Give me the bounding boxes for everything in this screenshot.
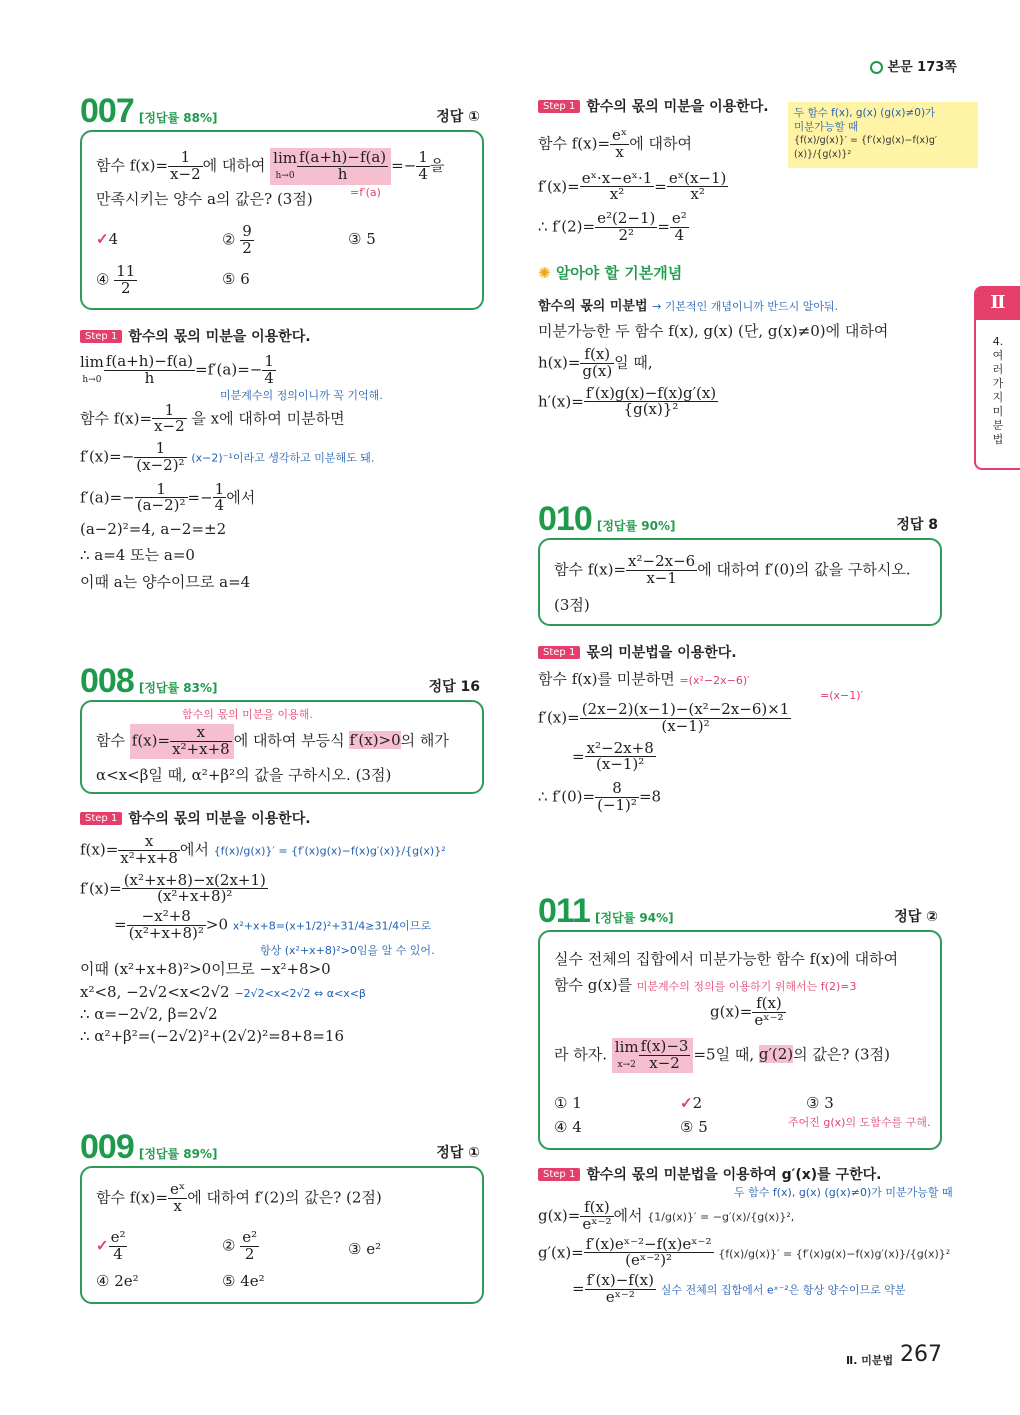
question-line-1: 함수 f(x)= $\frac{1}{x-2}$ 에 대하여 lim h→0 $\frac{f(a+h)-f(a)}{h}$ =− $\frac{1}{4}$ 을 xyxy=(96,148,445,183)
choice-1: ✓4 xyxy=(96,230,119,248)
choice-5: ⑤ 6 xyxy=(222,270,250,288)
accuracy-rate: [정답률 83%] xyxy=(138,681,218,695)
choice-3: ③ 3 xyxy=(806,1094,834,1112)
accuracy-rate: [정답률 88%] xyxy=(138,111,218,125)
answer-label: 정답 ① xyxy=(436,109,480,125)
solution-011 xyxy=(538,1164,958,1306)
note: 두 함수 f(x), g(x) (g(x)≠0)가 미분가능할 때 xyxy=(734,1186,953,1199)
step-header: Step 1 함수의 몫의 미분을 이용한다. xyxy=(80,808,500,828)
solution-line: 이때 (x²+x+8)²>0이므로 −x²+8>0 xyxy=(80,959,331,978)
question-line: 실수 전체의 집합에서 미분가능한 함수 f(x)에 대하여 xyxy=(554,950,899,968)
concept-section xyxy=(538,262,938,418)
problem-number: 007 xyxy=(80,92,134,130)
problem-007-header xyxy=(80,92,480,131)
solution-line: 함수 f(x)= $\frac{1}{x-2}$ 을 x에 대하여 미분하면 xyxy=(80,400,345,436)
note: =(x−1)′ xyxy=(820,689,864,702)
solution-line: f′(a)=− $\frac{1}{\text{(a−2)²}}$ =− $\frac{1}{4}$ 에서 xyxy=(80,479,256,515)
solution-line: = $\frac{\text{x²−2x+8}}{\text{(x−1)²}}$ xyxy=(572,738,654,774)
answer-label: 정답 ② xyxy=(894,909,938,925)
choice-4: ④ $\frac{11}{2}$ xyxy=(96,262,136,297)
solution-010 xyxy=(538,642,938,814)
formula-note-box: 두 함수 f(x), g(x) (g(x)≠0)가 미분가능할 때 {f(x)/g(x)}′ = {f′(x)g(x)−f(x)g′(x)}/{g(x)}² xyxy=(788,102,978,168)
solution-line: f′(x)= $\frac{\text{(x²+x+8)−x(2x+1)}}{\text{(x²+x+8)²}}$ xyxy=(80,870,266,906)
solution-line: ∴ a=4 또는 a=0 xyxy=(80,546,195,564)
lightbulb-icon: ✺ xyxy=(538,264,551,282)
solution-line: ∴ α²+β²=(−2√2)²+(2√2)²=8+8=16 xyxy=(80,1026,345,1045)
accuracy-rate: [정답률 90%] xyxy=(596,519,676,533)
choice-2: ② $\frac{9}{2}$ xyxy=(222,222,252,257)
note: 항상 (x²+x+8)²>0임을 알 수 있어. xyxy=(260,943,435,957)
step-header: Step 1 함수의 몫의 미분을 이용한다. xyxy=(538,96,788,116)
solution-line: f′(x)=− $\frac{1}{\text{(x−2)²}}$ (x−2)⁻¹이라고 생각하고 미분해도 돼. xyxy=(80,439,375,474)
solution-line: ∴ α=−2√2, β=2√2 xyxy=(80,1004,218,1023)
answer-label: 정답 ① xyxy=(436,1145,480,1161)
page-number: 267 xyxy=(900,1342,942,1367)
step-header: Step 1 몫의 미분법을 이용한다. xyxy=(538,642,938,662)
question-line: (3점) xyxy=(554,596,590,614)
problem-011-box xyxy=(538,930,942,1150)
page-reference: 본문 173쪽 xyxy=(870,56,957,75)
problem-number: 011 xyxy=(538,892,590,930)
solution-009 xyxy=(538,96,788,244)
hint-annotation: 함수의 몫의 미분을 이용해. xyxy=(182,708,313,721)
concept-title: ✺ 알아야 할 기본개념 xyxy=(538,264,683,282)
question-line-2: α<x<β일 때, α²+β²의 값을 구하시오. (3점) xyxy=(96,766,392,784)
solution-line: ∴ f′(0)= $\frac{8}{\text{(−1)²}}$ =8 xyxy=(538,779,662,814)
problem-009-box xyxy=(80,1166,484,1304)
step-header: Step 1 함수의 몫의 미분을 이용한다. xyxy=(80,326,500,346)
problem-009-header xyxy=(80,1128,480,1167)
question-line: g(x)= $\frac{f(x)}{\text{eˣ⁻²}}$ xyxy=(710,994,784,1029)
question-line-1: 함수 f(x)= $\frac{x}{\text{x²+x+8}}$ 에 대하여 부등식 f′(x)>0의 해가 xyxy=(96,723,449,758)
choice-5: ⑤ 5 xyxy=(680,1118,708,1136)
concept-line: 미분가능한 두 함수 f(x), g(x) (단, g(x)≠0)에 대하여 xyxy=(538,322,889,340)
choice-1: ① 1 xyxy=(554,1094,582,1112)
problem-number: 009 xyxy=(80,1128,134,1166)
accuracy-rate: [정답률 94%] xyxy=(594,911,674,925)
solution-line: = $\frac{\text{−x²+8}}{\text{(x²+x+8)²}}$ >0 x²+x+8=(x+1/2)²+31/4≥31/4이므로 xyxy=(114,907,432,942)
choice-3: ③ e² xyxy=(348,1240,382,1258)
solution-line: f′(x)= $\frac{\text{eˣ·x−eˣ·1}}{\text{x²}}$ = $\frac{\text{eˣ(x−1)}}{\text{x²}}$ xyxy=(538,168,727,204)
problem-number: 008 xyxy=(80,662,134,700)
problem-008-box xyxy=(80,700,484,794)
solution-008 xyxy=(80,808,500,1045)
solution-line: f′(x)= $\frac{\text{(2x−2)(x−1)−(x²−2x−6)×1}}{\text{(x−1)²}}$ xyxy=(538,700,790,735)
problem-011-header xyxy=(538,892,938,931)
answer-label: 정답 16 xyxy=(428,679,480,695)
note: 미분계수의 정의이니까 꼭 기억해. xyxy=(220,388,383,402)
solution-line: (a−2)²=4, a−2=±2 xyxy=(80,520,227,538)
solution-line: ∴ f′(2)= $\frac{\text{e²(2−1)}}{\text{2²}}$ = $\frac{\text{e²}}{4}$ xyxy=(538,209,687,244)
solution-line: 이때 a는 양수이므로 a=4 xyxy=(80,573,251,591)
choice-5: ⑤ 4e² xyxy=(222,1272,265,1290)
accuracy-rate: [정답률 89%] xyxy=(138,1147,218,1161)
problem-007-box xyxy=(80,130,484,310)
circle-icon xyxy=(870,61,883,74)
question-line: 함수 f(x)= $\frac{\text{eˣ}}{x}$ 에 대하여 f′(2)의 값은? (2점) xyxy=(96,1180,382,1215)
problem-number: 010 xyxy=(538,500,592,538)
choice-2: ✓2 xyxy=(680,1094,703,1112)
problem-008-header xyxy=(80,662,480,701)
question-line-2: 만족시키는 양수 a의 값은? (3점) xyxy=(96,190,313,208)
answer-label: 정답 8 xyxy=(896,517,938,533)
concept-line: h(x)= $\frac{f(x)}{g(x)}$ 일 때, xyxy=(538,345,653,380)
question-line: 함수 g(x)를 미분계수의 정의를 이용하기 위해서는 f(2)=3 xyxy=(554,976,857,994)
choice-1: ✓ $\frac{\text{e²}}{4}$ xyxy=(96,1228,126,1263)
problem-010-box xyxy=(538,538,942,626)
solution-line: 함수 f(x)를 미분하면 =(x²−2x−6)′ xyxy=(538,670,750,688)
footer-section: Ⅱ. 미분법 xyxy=(846,1354,894,1367)
solution-line: g′(x)= $\frac{\text{f′(x)eˣ⁻²−f(x)eˣ⁻²}}{\text{(eˣ⁻²)²}}$ {f(x)/g(x)}′ = {f′(x)g(x)−f(x)g′(x)}/{g(x)}² xyxy=(538,1234,951,1270)
check-mark-icon: ✓ xyxy=(96,1236,109,1255)
solution-line: lim h→0 $\frac{f(a+h)-f(a)}{h}$ =f′(a)=− $\frac{1}{4}$ xyxy=(80,352,274,387)
solution-007 xyxy=(80,326,500,592)
check-mark-icon: ✓ xyxy=(680,1094,693,1112)
problem-010-header xyxy=(538,500,938,539)
choice-4: ④ 2e² xyxy=(96,1272,139,1290)
solution-line: = $\frac{f'(x)-f(x)}{\text{eˣ⁻²}}$ 실수 전체의 집합에서 eˣ⁻²은 항상 양수이므로 약분 xyxy=(572,1271,906,1306)
solution-line: x²<8, −2√2<x<2√2 −2√2<x<2√2 ⇔ α<x<β xyxy=(80,982,366,1001)
choice-3: ③ 5 xyxy=(348,230,376,248)
solution-line: f(x)= $\frac{x}{\text{x²+x+8}}$ 에서 {f(x)/g(x)}′ = {f′(x)g(x)−f(x)g′(x)}/{g(x)}² xyxy=(80,832,446,867)
question-line: 함수 f(x)= $\frac{\text{x²−2x−6}}{x-1}$ 에 대하여 f′(0)의 값을 구하시오. xyxy=(554,552,911,587)
hint-annotation: 주어진 g(x)의 도함수를 구해. xyxy=(788,1116,931,1129)
choice-2: ② $\frac{\text{e²}}{2}$ xyxy=(222,1228,258,1263)
chapter-number: Ⅱ xyxy=(976,286,1020,320)
choice-4: ④ 4 xyxy=(554,1118,582,1136)
concept-subtitle: 함수의 몫의 미분법 → 기본적인 개념이니까 반드시 알아둬. xyxy=(538,299,839,314)
solution-line: g(x)= $\frac{f(x)}{\text{eˣ⁻²}}$ 에서 {1/g(x)}′ = −g′(x)/{g(x)}², xyxy=(538,1198,795,1233)
solution-line: 함수 f(x)= $\frac{\text{eˣ}}{x}$ 에 대하여 xyxy=(538,126,693,161)
step-header: Step 1 함수의 몫의 미분법을 이용하여 g′(x)를 구한다. xyxy=(538,1164,958,1184)
concept-line: h′(x)= $\frac{f'(x)g(x)-f(x)g'(x)}{\text{\{g(x)\}²}}$ xyxy=(538,383,717,419)
hint-annotation: =f′(a) xyxy=(350,186,381,199)
question-line: 라 하자. lim x→2 $\frac{f(x)-3}{x-2}$ =5일 때, g′(2)의 값은? (3점) xyxy=(554,1037,890,1072)
check-mark-icon: ✓ xyxy=(96,230,109,248)
chapter-title: 4. 여러 가지 미분법 xyxy=(992,335,1004,446)
